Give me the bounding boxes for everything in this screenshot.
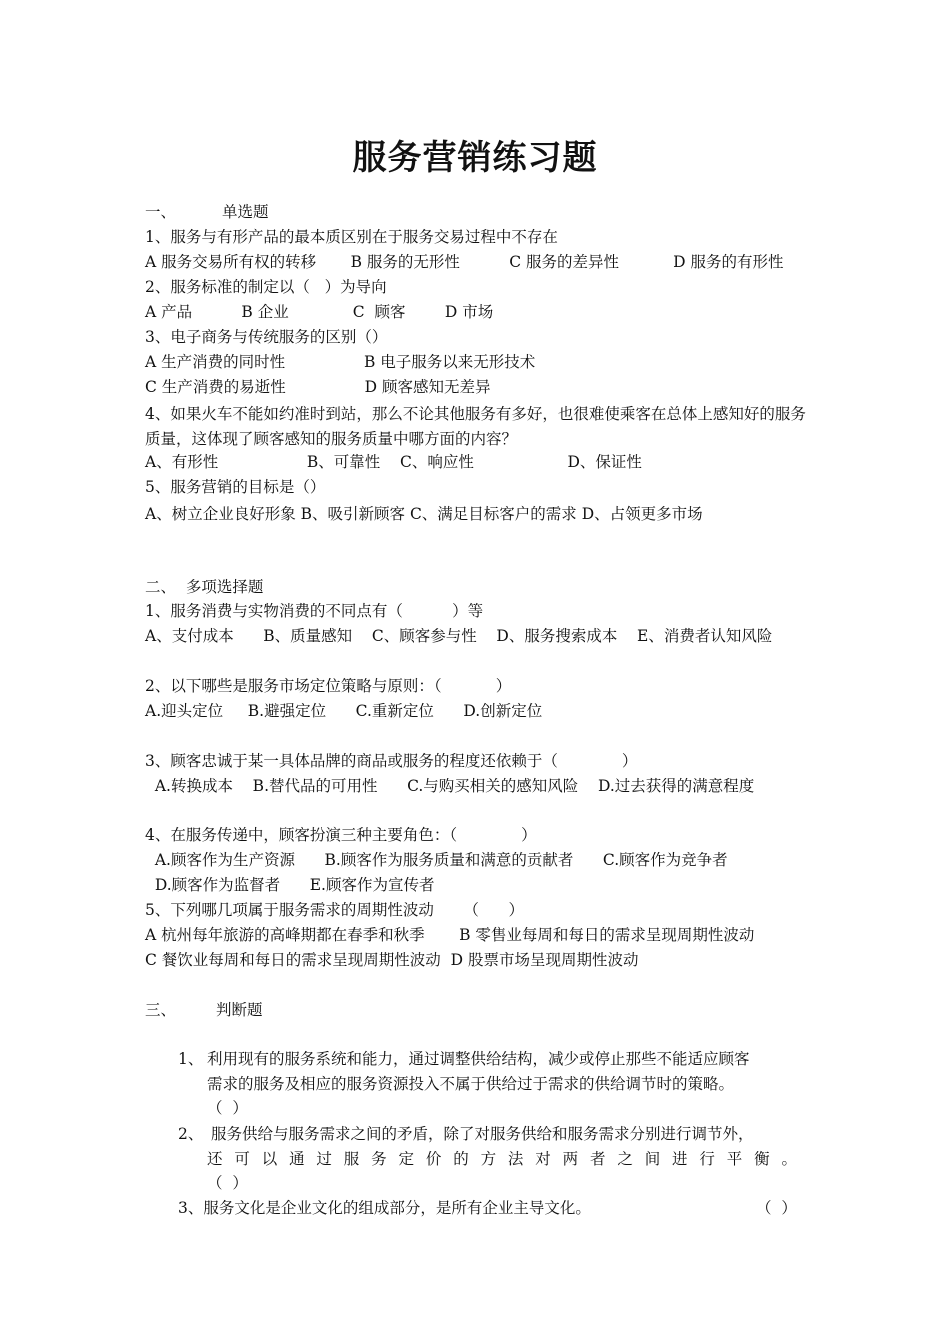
section-heading-single-choice — [145, 202, 269, 222]
answer-blank: （ ） — [756, 1199, 797, 1217]
question-stem: 1、服务与有形产品的最本质区别在于服务交易过程中不存在 — [145, 228, 558, 246]
section-number: 三、 — [145, 1001, 177, 1019]
question-options: A 服务交易所有权的转移 B 服务的无形性 C 服务的差异性 D 服务的有形性 — [145, 253, 784, 271]
question-stem: 1、服务消费与实物消费的不同点有（ ）等 — [145, 602, 484, 620]
question-text: 利用现有的服务系统和能力，通过调整供给结构，减少或停止那些不能适应顾客 — [207, 1050, 750, 1068]
section-heading-multiple-choice: 二、 多项选择题 — [145, 578, 264, 596]
question-stem: 5、服务营销的目标是（） — [145, 478, 326, 496]
section-number: 一、 — [145, 203, 177, 221]
question-options: A 杭州每年旅游的高峰期都在春季和秋季 B 零售业每周和每日的需求呈现周期性波动 — [145, 926, 755, 944]
section-title: 单选题 — [222, 203, 269, 221]
question-options: A、支付成本 B、质量感知 C、顾客参与性 D、服务搜索成本 E、消费者认知风险 — [145, 627, 773, 645]
question-options: D.顾客作为监督者 E.顾客作为宣传者 — [145, 876, 435, 894]
question-text: 需求的服务及相应的服务资源投入不属于供给过于需求的供给调节时的策略。 — [207, 1075, 735, 1093]
question-number: 2、 — [178, 1125, 204, 1143]
question-stem: 3、电子商务与传统服务的区别（） — [145, 328, 388, 346]
question-options: A.迎头定位 B.避强定位 C.重新定位 D.创新定位 — [145, 702, 543, 720]
question-text: 3、服务文化是企业文化的组成部分，是所有企业主导文化。 — [178, 1199, 591, 1217]
question-stem: 3、顾客忠诚于某一具体品牌的商品或服务的程度还依赖于（ ） — [145, 752, 638, 770]
question-options: A、树立企业良好形象 B、吸引新顾客 C、满足目标客户的需求 D、占领更多市场 — [145, 505, 703, 523]
question-options: A、有形性 B、可靠性 C、响应性 D、保证性 — [145, 453, 642, 471]
question-options: A 产品 B 企业 C 顾客 D 市场 — [145, 303, 494, 321]
question-text: 还可以通过服务定价的方法对两者之间进行平衡。 — [207, 1150, 797, 1168]
question-options: A 生产消费的同时性 B 电子服务以来无形技术 — [145, 353, 536, 371]
page-title: 服务营销练习题 — [352, 138, 598, 178]
question-number: 1、 — [178, 1050, 204, 1068]
answer-blank: （ ） — [207, 1174, 248, 1192]
question-stem: 2、服务标准的制定以（ ）为导向 — [145, 278, 387, 296]
question-options: C 生产消费的易逝性 D 顾客感知无差异 — [145, 378, 491, 396]
question-stem: 2、以下哪些是服务市场定位策略与原则：（ ） — [145, 677, 512, 695]
section-heading-true-false — [145, 1000, 263, 1020]
question-options: A.转换成本 B.替代品的可用性 C.与购买相关的感知风险 D.过去获得的满意程度 — [145, 777, 755, 795]
question-stem: 5、下列哪几项属于服务需求的周期性波动 （ ） — [145, 901, 524, 919]
question-options: A.顾客作为生产资源 B.顾客作为服务质量和满意的贡献者 C.顾客作为竞争者 — [145, 851, 728, 869]
question-options: C 餐饮业每周和每日的需求呈现周期性波动 D 股票市场呈现周期性波动 — [145, 951, 639, 969]
section-title: 判断题 — [216, 1001, 263, 1019]
question-stem: 4、如果火车不能如约准时到站，那么不论其他服务有多好，也很难使乘客在总体上感知好的服务质量，这体现了顾客感知的服务质量中哪方面的内容？ — [145, 405, 806, 448]
answer-blank: （ ） — [207, 1099, 248, 1117]
question-stem: 4、在服务传递中，顾客扮演三种主要角色：（ ） — [145, 826, 537, 844]
question-text: 服务供给与服务需求之间的矛盾，除了对服务供给和服务需求分别进行调节外， — [211, 1125, 754, 1143]
